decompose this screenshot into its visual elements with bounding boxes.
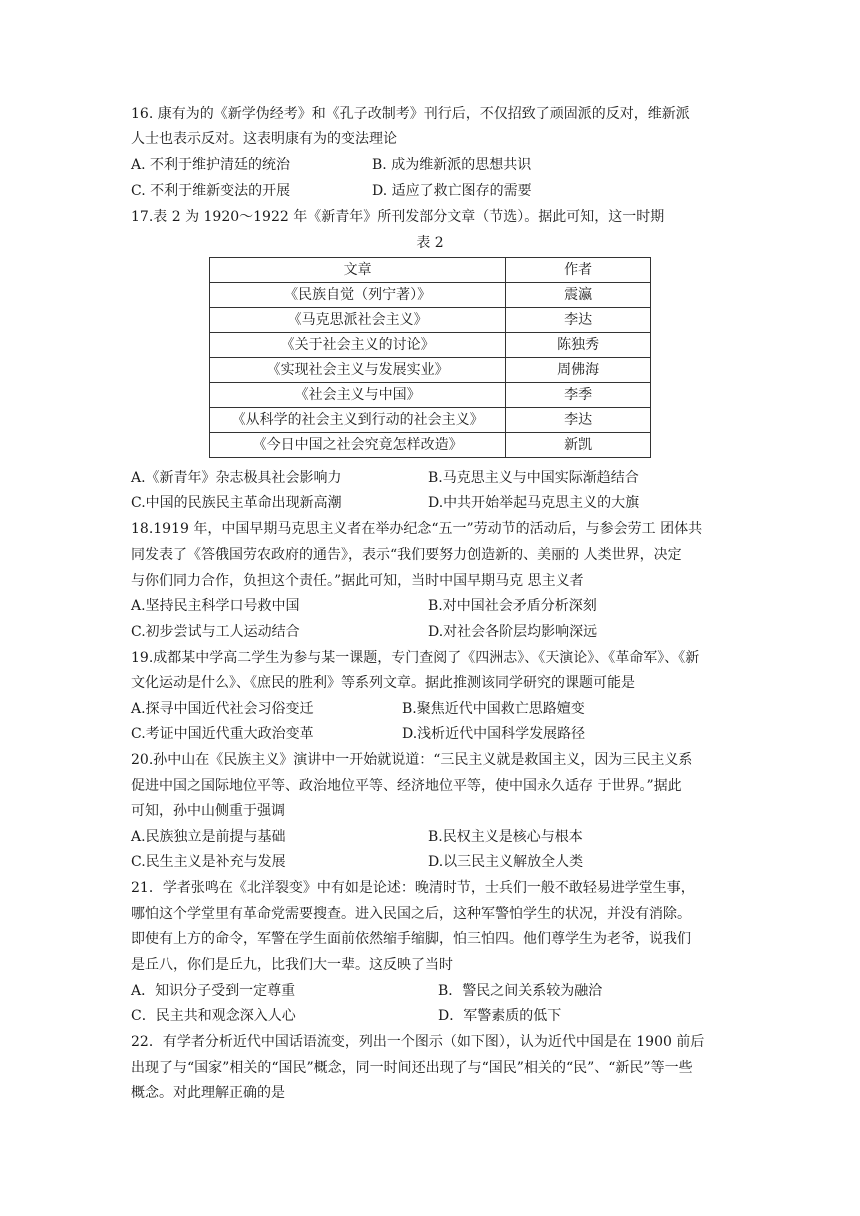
q19-option-b: B.聚焦近代中国救亡思路嬗变 bbox=[402, 701, 585, 717]
q19-stem-line2: 文化运动是什么》、《庶民的胜利》等系列文章。据此推测该同学研究的课题可能是 bbox=[131, 675, 635, 691]
q17-option-b: B.马克思主义与中国实际渐趋结合 bbox=[428, 470, 639, 486]
q20-option-c: C.民生主义是补充与发展 bbox=[131, 854, 286, 870]
q19-stem-line1: 19.成都某中学高二学生为参与某一课题，专门查阅了《四洲志》、《天演论》、《革命军》、《新 bbox=[131, 650, 700, 666]
table-row bbox=[210, 408, 651, 433]
table-cell-article: 《实现社会主义与发展实业》 bbox=[210, 358, 506, 383]
table-row bbox=[210, 433, 651, 458]
q20-option-d: D.以三民主义解放全人类 bbox=[428, 854, 584, 870]
q16-option-a: A. 不利于维护清廷的统治 bbox=[131, 157, 291, 173]
table-cell-author: 震瀛 bbox=[506, 283, 651, 308]
q22-stem-line3: 概念。对此理解正确的是 bbox=[131, 1085, 285, 1101]
articles-table bbox=[209, 257, 651, 458]
q18-option-a: A.坚持民主科学口号救中国 bbox=[131, 598, 300, 614]
q21-stem-line4: 是丘八，你们是丘九，比我们大一辈。这反映了当时 bbox=[131, 957, 453, 973]
q16-option-d: D. 适应了救亡图存的需要 bbox=[372, 183, 532, 199]
table-cell-article: 《今日中国之社会究竟怎样改造》 bbox=[210, 433, 506, 458]
q18-option-b: B.对中国社会矛盾分析深刻 bbox=[428, 598, 597, 614]
q21-stem-line3: 即使有上方的命令，军警在学生面前依然缩手缩脚，怕三怕四。他们尊学生为老爷，说我们 bbox=[131, 931, 691, 947]
q21-option-a: A．知识分子受到一定尊重 bbox=[131, 983, 296, 999]
q16-option-b: B. 成为维新派的思想共识 bbox=[372, 157, 532, 173]
table-cell-author: 李达 bbox=[506, 308, 651, 333]
table-cell-article: 《关于社会主义的讨论》 bbox=[210, 333, 506, 358]
table-cell-author: 陈独秀 bbox=[506, 333, 651, 358]
q19-option-d: D.浅析近代中国科学发展路径 bbox=[402, 726, 586, 742]
q19-option-a: A.探寻中国近代社会习俗变迁 bbox=[131, 701, 314, 717]
q21-stem-line2: 哪怕这个学堂里有革命党需要搜查。进入民国之后，这种军警怕学生的状况，并没有消除。 bbox=[131, 906, 691, 922]
q20-option-b: B.民权主义是核心与根本 bbox=[428, 829, 583, 845]
q19-option-c: C.考证中国近代重大政治变革 bbox=[131, 726, 314, 742]
q22-stem-line1: 22．有学者分析近代中国话语流变，列出一个图示（如下图），认为近代中国是在 1900 前后 bbox=[131, 1034, 705, 1050]
q18-stem-line1: 18.1919 年，中国早期马克思主义者在举办纪念“五一”劳动节的活动后，与参会劳工 团体共 bbox=[131, 521, 703, 537]
q18-option-c: C.初步尝试与工人运动结合 bbox=[131, 624, 300, 640]
q17-option-c: C.中国的民族民主革命出现新高潮 bbox=[131, 495, 342, 511]
table-cell-author: 新凯 bbox=[506, 433, 651, 458]
table-row bbox=[210, 333, 651, 358]
q18-option-d: D.对社会各阶层均影响深远 bbox=[428, 624, 598, 640]
table-cell-author: 周佛海 bbox=[506, 358, 651, 383]
table-cell-author: 李达 bbox=[506, 408, 651, 433]
q16-stem-line1: 16. 康有为的《新学伪经考》和《孔子改制考》刊行后，不仅招致了顽固派的反对，维新派 bbox=[131, 106, 690, 122]
q21-stem-line1: 21．学者张鸣在《北洋裂变》中有如是论述：晚清时节，士兵们一般不敢轻易进学堂生事， bbox=[131, 880, 695, 896]
table-cell-author: 李季 bbox=[506, 383, 651, 408]
q21-option-b: B．警民之间关系较为融洽 bbox=[438, 983, 603, 999]
table-row bbox=[210, 383, 651, 408]
q17-option-d: D.中共开始举起马克思主义的大旗 bbox=[428, 495, 640, 511]
table-header-author: 作者 bbox=[506, 258, 651, 283]
table-cell-article: 《社会主义与中国》 bbox=[210, 383, 506, 408]
q18-stem-line2: 同发表了《答俄国劳农政府的通告》，表示“我们要努力创造新的、美丽的 人类世界，决定 bbox=[131, 547, 682, 563]
q22-stem-line2: 出现了与“国家”相关的“国民”概念，同一时间还出现了与“国民”相关的“民”、“新民”等一些 bbox=[131, 1060, 693, 1076]
q20-stem-line3: 可知，孙中山侧重于强调 bbox=[131, 803, 285, 819]
q20-option-a: A.民族独立是前提与基础 bbox=[131, 829, 286, 845]
table-header-article: 文章 bbox=[210, 258, 506, 283]
table-header-row bbox=[210, 258, 651, 283]
q20-stem-line2: 促进中国之国际地位平等、政治地位平等、经济地位平等，使中国永久适存 于世界。”据此 bbox=[131, 778, 682, 794]
table-row bbox=[210, 283, 651, 308]
q21-option-d: D．军警素质的低下 bbox=[438, 1008, 562, 1024]
table-row bbox=[210, 358, 651, 383]
q16-stem-line2: 人士也表示反对。这表明康有为的变法理论 bbox=[131, 131, 397, 147]
q16-option-c: C. 不利于维新变法的开展 bbox=[131, 183, 291, 199]
table-cell-article: 《从科学的社会主义到行动的社会主义》 bbox=[210, 408, 506, 433]
q17-option-a: A.《新青年》杂志极具社会影响力 bbox=[131, 470, 342, 486]
table-cell-article: 《民族自觉（列宁著）》 bbox=[210, 283, 506, 308]
q17-stem: 17.表 2 为 1920～1922 年《新青年》所刊发部分文章（节选）。据此可知，这一时期 bbox=[131, 209, 665, 225]
table-cell-article: 《马克思派社会主义》 bbox=[210, 308, 506, 333]
q20-stem-line1: 20.孙中山在《民族主义》演讲中一开始就说道：“三民主义就是救国主义，因为三民主义系 bbox=[131, 752, 693, 768]
q21-option-c: C．民主共和观念深入人心 bbox=[131, 1008, 296, 1024]
table-row bbox=[210, 308, 651, 333]
q18-stem-line3: 与你们同力合作，负担这个责任。”据此可知，当时中国早期马克 思主义者 bbox=[131, 573, 584, 589]
table-caption: 表 2 bbox=[416, 235, 444, 251]
